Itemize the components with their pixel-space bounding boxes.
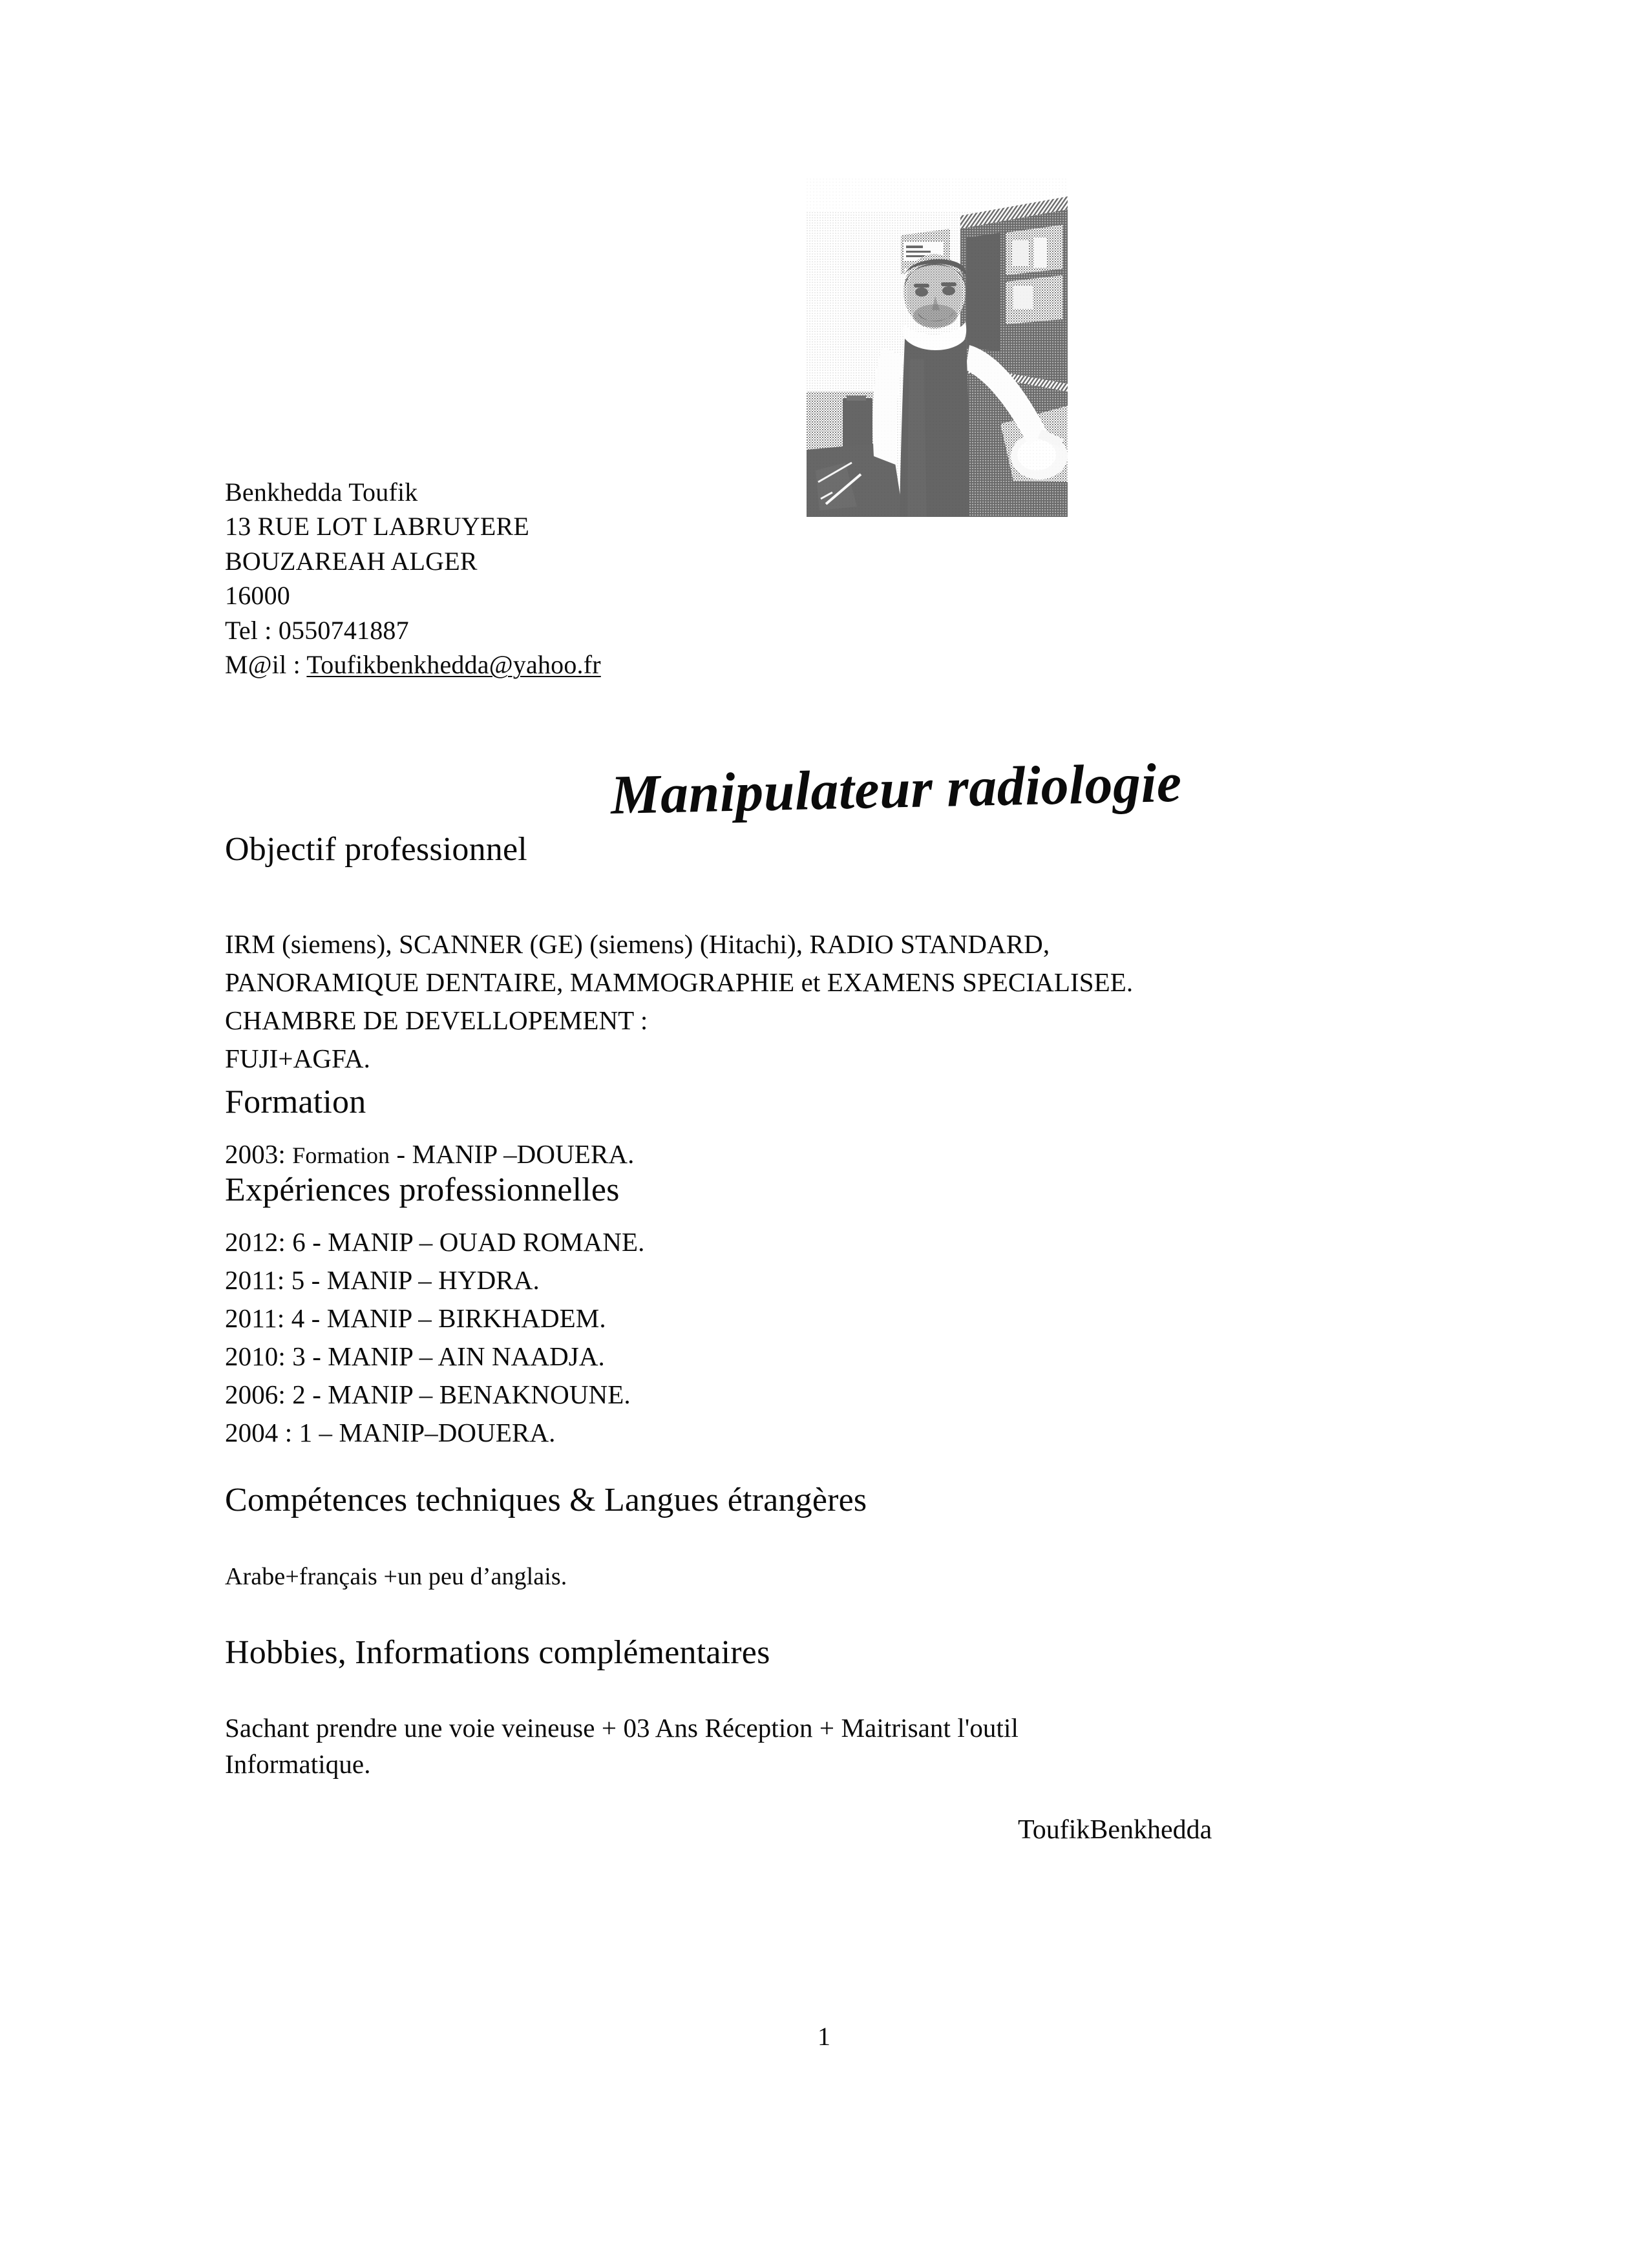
objective-line-3: CHAMBRE DE DEVELLOPEMENT : [225,1005,648,1035]
heading-objectif-professionnel: Objectif professionnel [225,831,527,868]
contact-email-row [225,647,601,682]
contact-email-label: M@il : [225,649,307,679]
formation-entry-year: 2003: [225,1139,293,1169]
experience-item: 2012: 6 - MANIP – OUAD ROMANE. [225,1227,645,1257]
heading-competences-langues: Compétences techniques & Langues étrangères [225,1482,867,1518]
heading-hobbies: Hobbies, Informations complémentaires [225,1634,770,1671]
contact-phone: Tel : 0550741887 [225,615,409,645]
formation-entry-rest: - MANIP –DOUERA. [390,1139,635,1169]
heading-formation: Formation [225,1084,366,1120]
contact-postal-code: 16000 [225,581,290,611]
experience-item: 2011: 4 - MANIP – BIRKHADEM. [225,1303,606,1333]
formation-entry [225,1139,634,1170]
hobbies-line-2: Informatique. [225,1749,371,1779]
objective-line-2: PANORAMIQUE DENTAIRE, MAMMOGRAPHIE et EXAMENS SPECIALISEE. [225,967,1134,997]
contact-street: 13 RUE LOT LABRUYERE [225,512,530,541]
signature-name: ToufikBenkhedda [1018,1815,1212,1845]
contact-email-link[interactable]: Toufikbenkhedda@yahoo.fr [306,649,601,679]
page-number: 1 [818,2022,830,2051]
objective-line-4: FUJI+AGFA. [225,1044,370,1073]
formation-entry-word: Formation [292,1142,390,1168]
heading-experiences-professionnelles: Expériences professionnelles [225,1171,620,1208]
contact-city: BOUZAREAH ALGER [225,546,478,576]
profile-photo [807,178,1068,517]
languages-line: Arabe+français +un peu d’anglais. [225,1563,567,1590]
experience-item: 2004 : 1 – MANIP–DOUERA. [225,1418,556,1447]
hobbies-line-1: Sachant prendre une voie veineuse + 03 Ans Réception + Maitrisant l'outil [225,1713,1019,1743]
objective-line-1: IRM (siemens), SCANNER (GE) (siemens) (Hitachi), RADIO STANDARD, [225,929,1050,959]
experience-item: 2006: 2 - MANIP – BENAKNOUNE. [225,1380,631,1409]
experience-item: 2010: 3 - MANIP – AIN NAADJA. [225,1341,605,1371]
contact-block [225,475,601,682]
experience-item: 2011: 5 - MANIP – HYDRA. [225,1265,540,1295]
profile-photo-image [807,178,1068,517]
job-title: Manipulateur radiologie [609,751,1183,826]
contact-name: Benkhedda Toufik [225,478,418,507]
